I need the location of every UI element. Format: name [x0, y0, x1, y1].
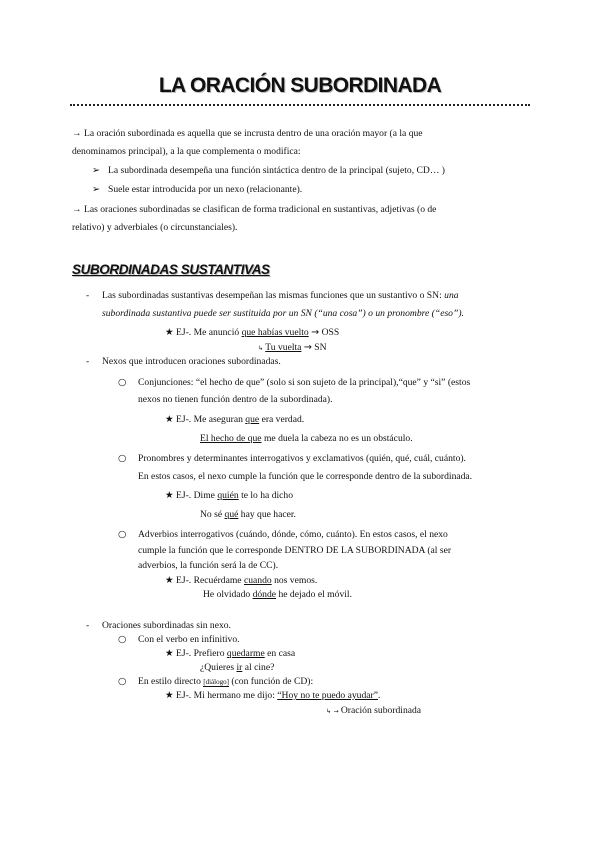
s3-heading: Oraciones subordinadas sin nexo. [102, 620, 231, 631]
intro-bullet-1: La subordinada desempeña una función sintáctica dentro de la principal (sujeto, CD… ) [108, 165, 446, 176]
corner-arrow-icon: ↳ [258, 345, 264, 352]
s2-c1-example-2-underlined: El hecho de que [200, 433, 262, 444]
s2-c2-example-2-underlined: qué [224, 509, 239, 520]
s3-c2-example-pre: EJ-. Mi hermano me dijo: [176, 690, 275, 701]
s2-c1-example [165, 414, 304, 426]
s3-c2-example-underlined: “Hoy no te puedo ayudar” [277, 690, 378, 701]
dash-bullet: - [86, 356, 90, 367]
s2-c1-line-2: nexos no tienen función dentro de la subordinada). [138, 394, 333, 405]
intro-paragraph-1-line-1: → La oración subordinada es aquella que se incrusta dentro de una oración mayor (a la que [72, 128, 423, 139]
intro-bullet-2: Suele estar introducida por un nexo (relacionante). [108, 184, 303, 195]
s2-c2-example-pre: EJ-. Dime [176, 490, 215, 501]
s1-substitution-tail: SN [314, 342, 327, 353]
s2-c2-example-2 [200, 509, 296, 521]
s3-c2-note [326, 705, 421, 718]
star-icon: ★ [165, 690, 174, 701]
s2-c2-example-2-post: hay que hacer. [240, 509, 296, 520]
s3-c1-example-2-post: al cine? [244, 662, 275, 673]
s2-c3-line-3: adverbios, la función será la de CC). [138, 560, 279, 571]
s2-c1-line-1: Conjunciones: “el hecho de que” (solo si son sujeto de la principal),“que” y “si” (estos [138, 377, 471, 388]
s2-c3-line-2: cumple la función que le corresponde DENTRO DE LA SUBORDINADA (al ser [138, 545, 452, 556]
arrowhead-bullet-icon: ➢ [92, 184, 101, 195]
s2-c1-example-underlined: que [245, 414, 260, 425]
s1-substitution [258, 342, 327, 355]
s2-c2-line-2: En estos casos, el nexo cumple la función que le corresponde dentro de la subordinada. [138, 471, 473, 482]
s1-example-tail: OSS [321, 327, 340, 338]
s2-c3-example-2-post: he dejado el móvil. [278, 589, 352, 600]
circle-bullet-icon: ○ [118, 377, 127, 388]
star-icon: ★ [165, 648, 174, 659]
s2-c1-example-pre: EJ-. Me aseguran [176, 414, 243, 425]
s1-line-1 [102, 290, 459, 302]
s3-c1: Con el verbo en infinitivo. [138, 634, 240, 645]
right-arrow-icon: → [303, 342, 312, 353]
arrowhead-bullet-icon: ➢ [92, 165, 101, 176]
s3-c1-example-underlined: quedarme [226, 648, 265, 659]
circle-bullet-icon: ○ [118, 529, 127, 540]
intro-paragraph-2-line-2: relativo) y adverbiales (o circunstanciales). [72, 222, 238, 233]
page-title: LA ORACIÓN SUBORDINADA [158, 74, 442, 97]
s2-heading: Nexos que introducen oraciones subordinadas. [102, 356, 281, 367]
star-icon: ★ [165, 327, 174, 338]
s2-c1-example-2-post: me duela la cabeza no es un obstáculo. [263, 433, 413, 444]
intro-paragraph-2-line-1: → Las oraciones subordinadas se clasifican de forma tradicional en sustantivas, adjetivas (o de [72, 204, 437, 215]
star-icon: ★ [165, 575, 174, 586]
s2-c3-line-1: Adverbios interrogativos (cuándo, dónde, cómo, cuánto). En estos casos, el nexo [138, 529, 448, 540]
s1-line-2: subordinada sustantiva puede ser sustituida por un SN (“una cosa”) o un pronombre (“eso”). [102, 308, 464, 319]
s2-c3-example-2 [203, 589, 352, 601]
s3-c2-example [165, 690, 380, 702]
s3-c2-pre: En estilo directo [138, 676, 201, 687]
s3-c1-example-2-underlined: ir [236, 662, 243, 673]
s2-c3-example-2-underlined: dónde [252, 589, 277, 600]
s3-c2 [138, 676, 313, 688]
s2-c1-example-post: era verdad. [261, 414, 305, 425]
circle-bullet-icon: ○ [118, 634, 127, 645]
s3-c1-example-pre: EJ-. Prefiero [176, 648, 225, 659]
s3-c1-example [165, 648, 295, 660]
s1-example-underlined: que habías vuelto [241, 327, 309, 338]
circle-bullet-icon: ○ [118, 676, 127, 687]
dash-bullet: - [86, 620, 90, 631]
s1-line-1-text: Las subordinadas sustantivas desempeñan las mismas funciones que un sustantivo o SN: [102, 290, 442, 301]
s2-c2-example-2-pre: No sé [200, 509, 223, 520]
s2-c2-example-underlined: quién [217, 490, 239, 501]
title-divider [70, 104, 530, 106]
s3-c1-example-2 [200, 662, 274, 674]
star-icon: ★ [165, 414, 174, 425]
star-icon: ★ [165, 490, 174, 501]
s2-c3-example-2-pre: He olvidado [203, 589, 251, 600]
s3-c2-post: (con función de CD): [231, 676, 314, 687]
dash-bullet: - [86, 290, 90, 301]
s2-c2-example-post: te lo ha dicho [241, 490, 294, 501]
right-arrow-icon: → [333, 708, 339, 715]
circle-bullet-icon: ○ [118, 453, 127, 464]
s2-c1-example-2 [200, 433, 413, 445]
s3-c2-example-post: . [377, 690, 381, 701]
s2-c3-example-post: nos vemos. [274, 575, 318, 586]
s3-c2-tag: [diálogo] [203, 678, 229, 686]
s3-c1-example-2-pre: ¿Quieres [200, 662, 235, 673]
right-arrow-icon: → [311, 327, 320, 338]
s2-c3-example [165, 575, 317, 587]
s1-example [165, 327, 339, 339]
s3-c1-example-post: en casa [267, 648, 296, 659]
corner-arrow-icon: ↳ [326, 708, 332, 715]
s1-line-1-italic: una [444, 290, 459, 301]
intro-paragraph-1-line-2: denominamos principal), a la que complementa o modifica: [72, 146, 301, 157]
s1-substitution-underlined: Tu vuelta [265, 342, 302, 353]
s2-c2-line-1: Pronombres y determinantes interrogativos y exclamativos (quién, qué, cuál, cuánto). [138, 453, 466, 464]
s3-c2-note-text: Oración subordinada [340, 705, 422, 716]
section-heading: SUBORDINADAS SUSTANTIVAS [72, 262, 270, 277]
s2-c3-example-pre: EJ-. Recuérdame [176, 575, 242, 586]
s1-example-pre: EJ-. Me anunció [176, 327, 240, 338]
s2-c2-example [165, 490, 293, 502]
s2-c3-example-underlined: cuando [243, 575, 272, 586]
